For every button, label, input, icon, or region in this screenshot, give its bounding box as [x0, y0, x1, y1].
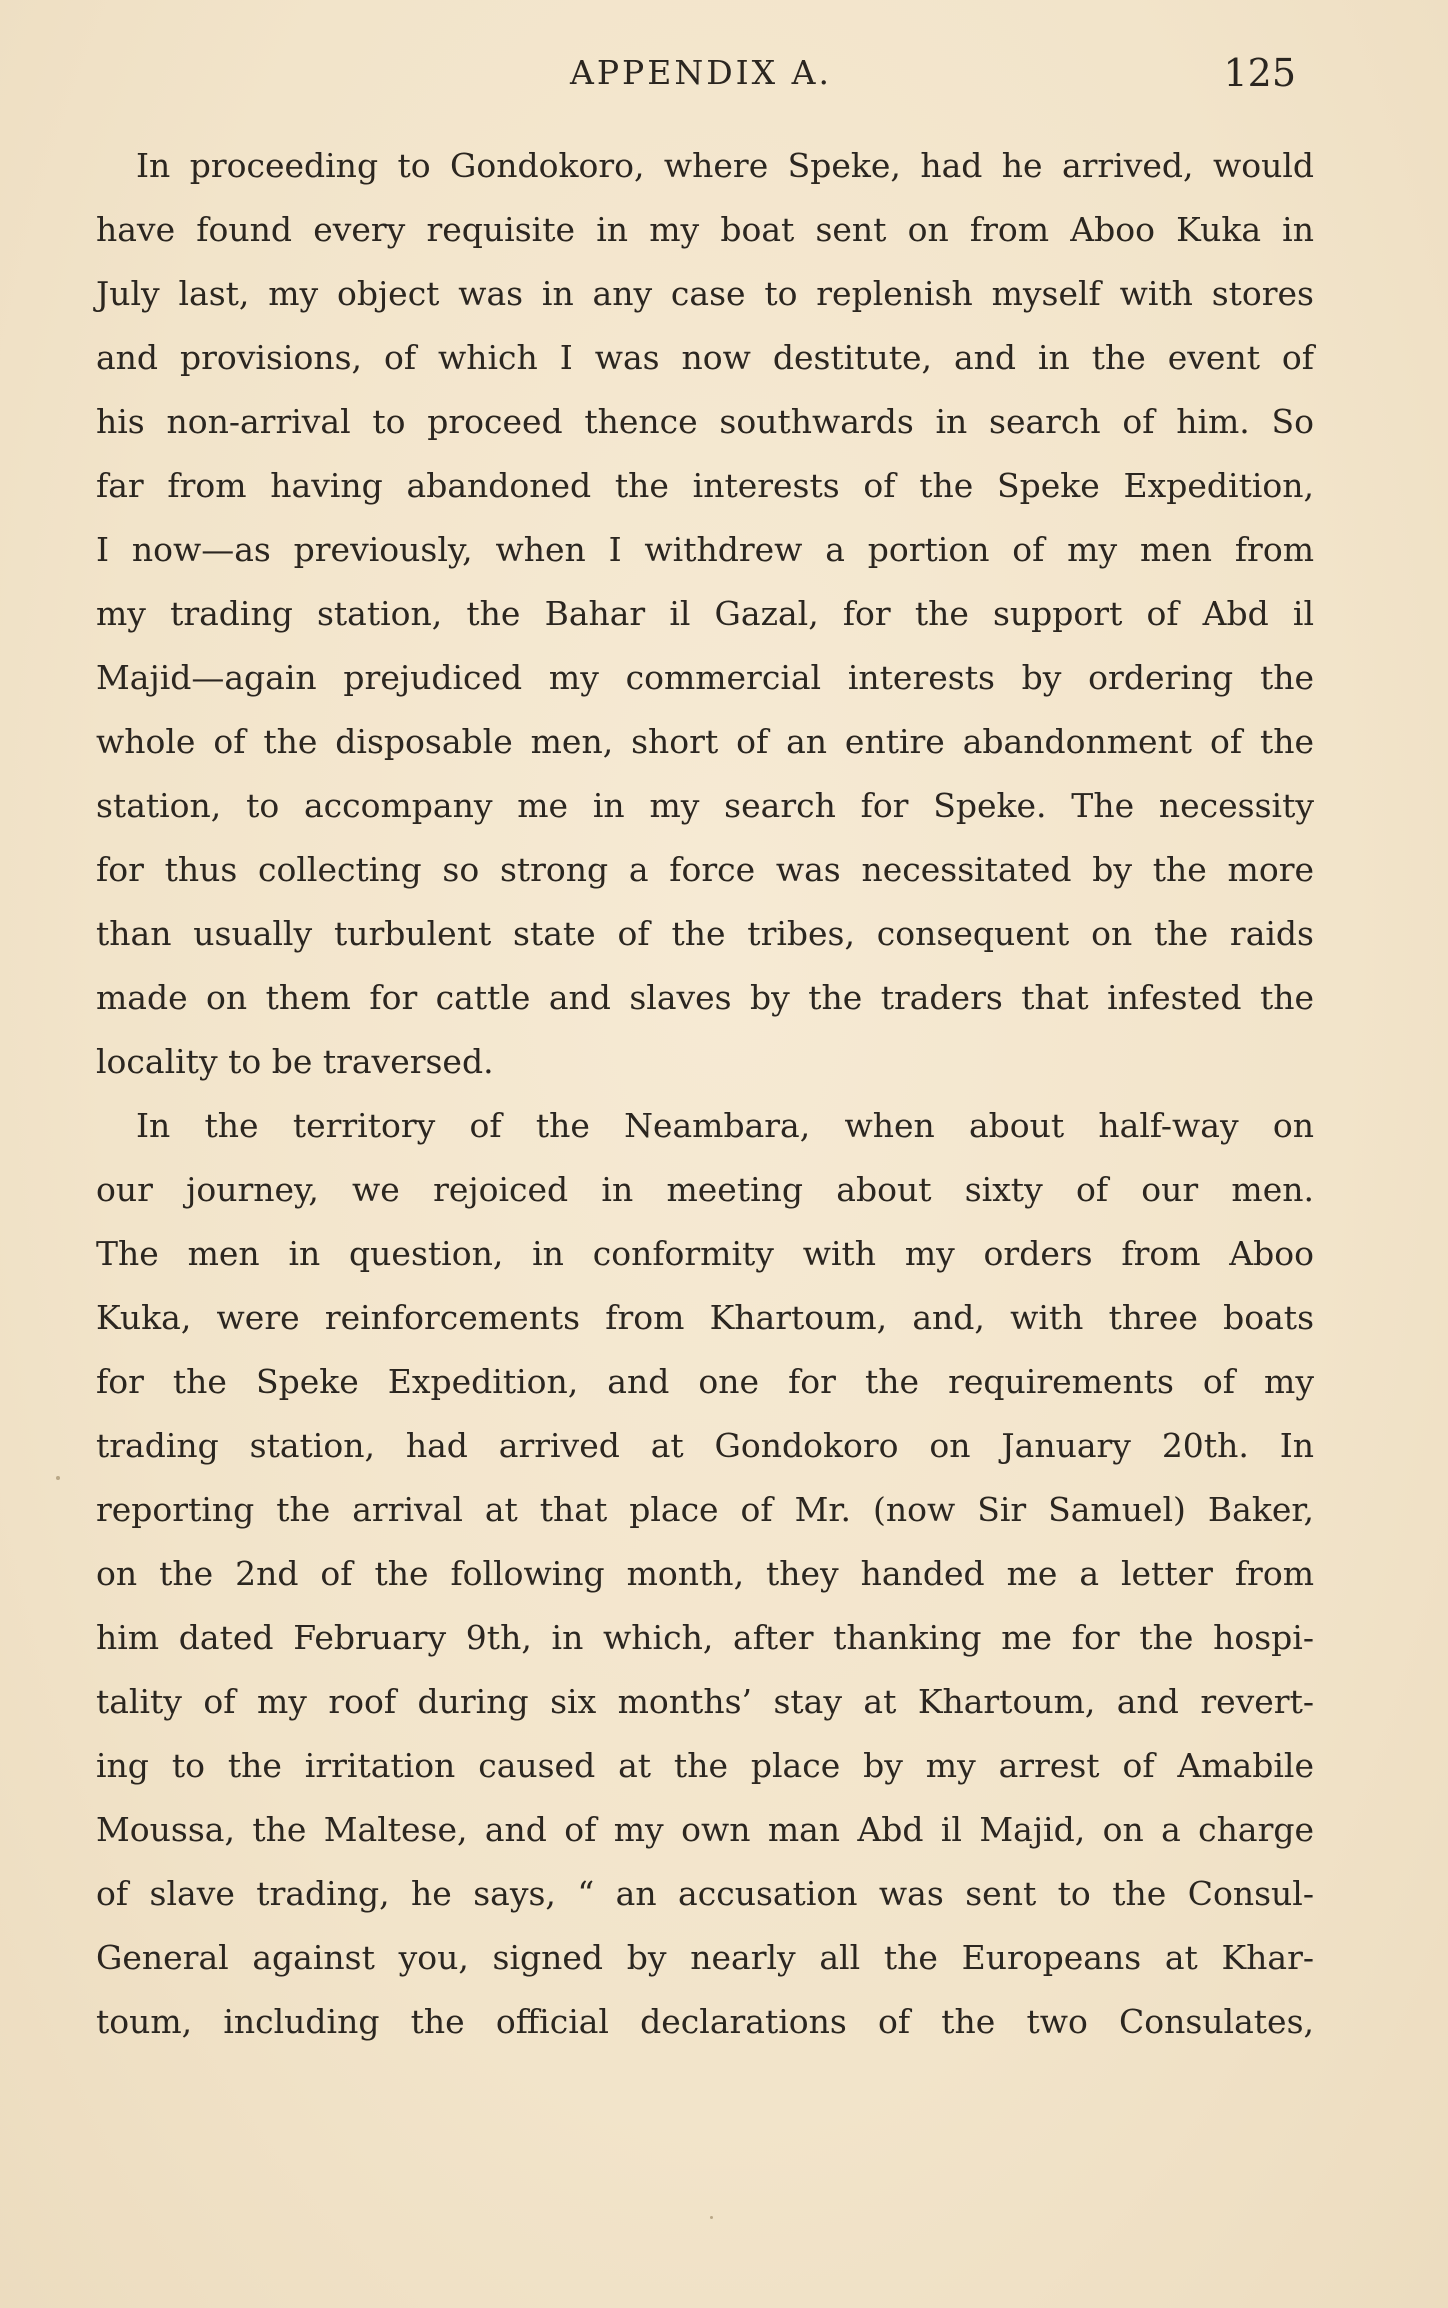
text-line: In the territory of the Neambara, when about half-way on	[136, 1106, 1314, 1145]
text-line: locality to be traversed.	[96, 1042, 494, 1081]
text-line: made on them for cattle and slaves by the traders that infested the	[96, 978, 1314, 1017]
paper-speck	[56, 1476, 60, 1480]
text-line: The men in question, in conformity with my orders from Aboo	[96, 1234, 1314, 1273]
text-line: whole of the disposable men, short of an entire abandonment of the	[96, 722, 1314, 761]
page-number: 125	[1223, 51, 1296, 95]
text-line: his non-arrival to proceed thence southwards in search of him. So	[96, 402, 1314, 441]
text-line: have found every requisite in my boat sent on from Aboo Kuka in	[96, 210, 1314, 249]
text-line: for the Speke Expedition, and one for the requirements of my	[96, 1362, 1314, 1401]
text-line: Moussa, the Maltese, and of my own man Abd il Majid, on a charge	[96, 1810, 1314, 1849]
text-line: I now—as previously, when I withdrew a portion of my men from	[96, 530, 1314, 569]
text-line: our journey, we rejoiced in meeting about sixty of our men.	[96, 1170, 1314, 1209]
text-line: far from having abandoned the interests of the Speke Expedition,	[96, 466, 1314, 505]
running-head	[96, 50, 1306, 96]
text-line: trading station, had arrived at Gondokoro on January 20th. In	[96, 1426, 1314, 1465]
text-line: station, to accompany me in my search for Speke. The necessity	[96, 786, 1314, 825]
text-line: my trading station, the Bahar il Gazal, for the support of Abd il	[96, 594, 1314, 633]
text-line: tality of my roof during six months’ stay at Khartoum, and revert-	[96, 1682, 1314, 1721]
text-line: ing to the irritation caused at the place by my arrest of Amabile	[96, 1746, 1314, 1785]
text-line: of slave trading, he says, “ an accusation was sent to the Consul-	[96, 1874, 1314, 1913]
text-line: him dated February 9th, in which, after thanking me for the hospi-	[96, 1618, 1314, 1657]
text-line: on the 2nd of the following month, they handed me a letter from	[96, 1554, 1314, 1593]
text-line: July last, my object was in any case to replenish myself with stores	[96, 274, 1314, 313]
text-line: In proceeding to Gondokoro, where Speke, had he arrived, would	[136, 146, 1314, 185]
body-text	[96, 134, 1314, 2054]
text-line: Majid—again prejudiced my commercial interests by ordering the	[96, 658, 1314, 697]
text-line: General against you, signed by nearly all the Europeans at Khar-	[96, 1938, 1314, 1977]
text-line: and provisions, of which I was now destitute, and in the event of	[96, 338, 1314, 377]
running-title: APPENDIX A.	[569, 53, 832, 92]
text-line: reporting the arrival at that place of Mr. (now Sir Samuel) Baker,	[96, 1490, 1314, 1529]
paper-speck	[710, 2216, 713, 2219]
text-line: Kuka, were reinforcements from Khartoum, and, with three boats	[96, 1298, 1314, 1337]
text-line: for thus collecting so strong a force was necessitated by the more	[96, 850, 1314, 889]
text-line: toum, including the official declarations of the two Consulates,	[96, 2002, 1314, 2041]
text-line: than usually turbulent state of the tribes, consequent on the raids	[96, 914, 1314, 953]
